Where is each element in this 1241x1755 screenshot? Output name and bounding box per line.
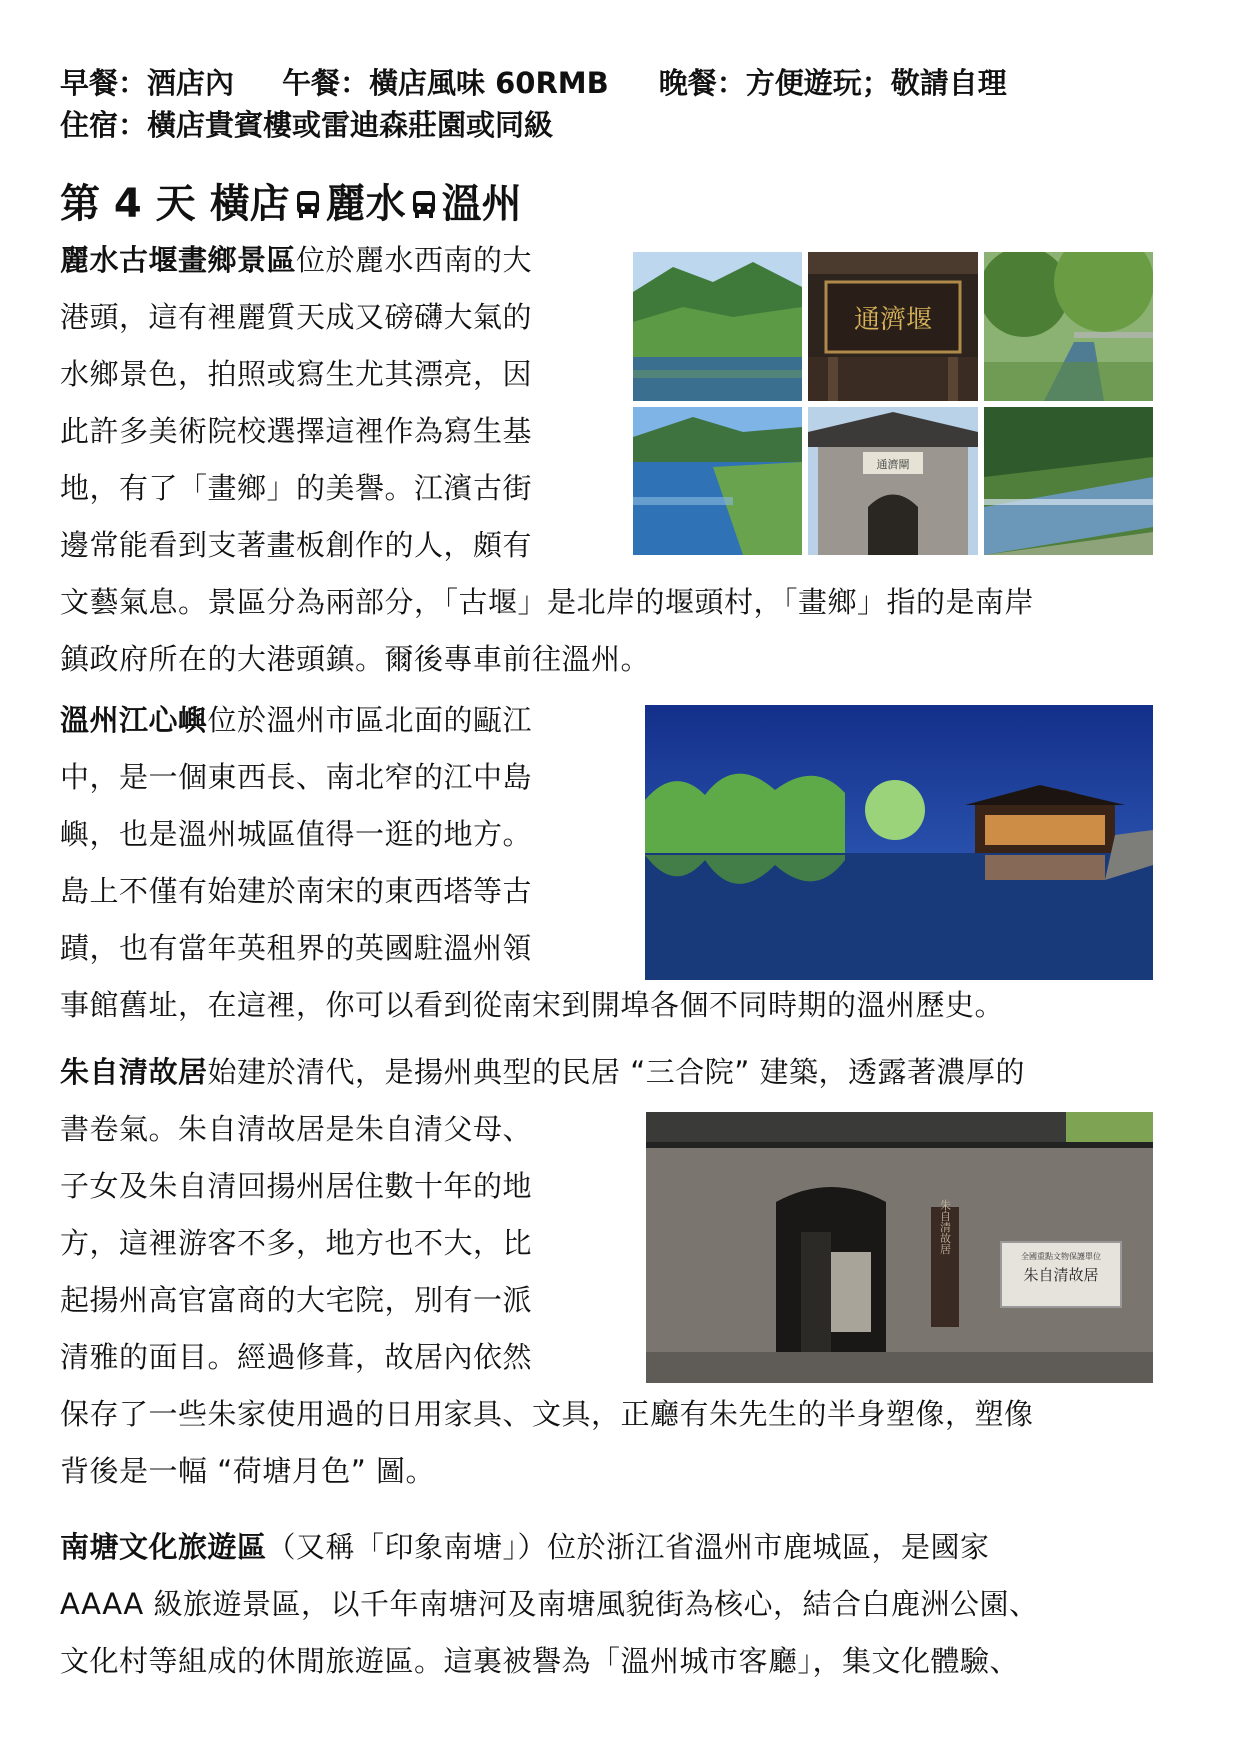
text-line: 港頭，這有裡麗質天成又磅礴大氣的 [60, 300, 533, 334]
text-fragment: 位於麗水西南的大 [296, 243, 533, 277]
plaque-line-1: 全國重點文物保護單位 [1021, 1252, 1101, 1261]
lishui-photo-stream [984, 407, 1153, 555]
lishui-photo-sign [808, 252, 978, 401]
text-line: 水鄉景色，拍照或寫生尤其漂亮，因 [60, 357, 533, 391]
text-line: 方，這裡游客不多，地方也不大，比 [60, 1226, 533, 1260]
text-fragment: （又稱「印象南塘」）位於浙江省溫州市鹿城區，是國家 [266, 1530, 990, 1564]
text-line: 此許多美術院校選擇這裡作為寫生基 [60, 414, 533, 448]
gate-plaque-text: 通濟閘 [876, 458, 910, 471]
text-line: 子女及朱自清回揚州居住數十年的地 [60, 1169, 533, 1203]
meal-row [60, 62, 1007, 104]
zhu-photo-gate [646, 1112, 1153, 1383]
text-line [60, 1044, 1034, 1101]
lishui-heading: 麗水古堰畫鄉景區 [60, 243, 297, 277]
text-line: 鎮政府所在的大港頭鎮。爾後專車前往溫州。 [60, 642, 651, 676]
text-line: 清雅的面目。經過修葺，故居內依然 [60, 1340, 533, 1374]
text-line: 蹟，也有當年英租界的英國駐溫州領 [60, 931, 533, 965]
text-fragment: 始建於清代，是揚州典型的民居 “三合院” 建築，透露著濃厚的 [207, 1055, 1026, 1089]
day-title [60, 178, 522, 230]
text-line: 事館舊址，在這裡，你可以看到從南宋到開埠各個不同時期的溫州歷史。 [60, 988, 1005, 1022]
text-line: 書卷氣。朱自清故居是朱自清父母、 [60, 1112, 533, 1146]
plaque-line-2: 朱自清故居 [1023, 1266, 1099, 1284]
text-line [60, 1519, 1039, 1576]
lishui-photo-river [633, 407, 802, 555]
text-line: 背後是一幅 “荷塘月色” 圖。 [60, 1454, 435, 1488]
text-line: 文化村等組成的休閒旅遊區。這裏被譽為「溫州城市客廳」，集文化體驗、 [60, 1644, 1020, 1678]
jiangxin-heading: 溫州江心嶼 [60, 703, 208, 737]
day-title-prefix: 第 4 天 橫店 [60, 181, 290, 227]
text-line: 邊常能看到支著畫板創作的人，頗有 [60, 528, 533, 562]
text-line: 地，有了「畫鄉」的美譽。江濱古街 [60, 471, 533, 505]
text-line: 島上不僅有始建於南宋的東西塔等古 [60, 874, 533, 908]
lishui-photo-mountain-lake [633, 252, 802, 401]
zhu-heading: 朱自清故居 [60, 1055, 208, 1089]
day-stop-lishui: 麗水 [325, 181, 406, 227]
lishui-photo-trees-bridge [984, 252, 1153, 401]
meal-info [60, 62, 1007, 146]
day-stop-wenzhou: 溫州 [441, 181, 522, 227]
jiangxin-photo-night-lake [645, 705, 1153, 980]
text-line: 嶼，也是溫州城區值得一逛的地方。 [60, 817, 533, 851]
lunch-text: 午餐：橫店風味 60RMB [282, 66, 609, 100]
lishui-photo-gate [808, 407, 978, 555]
text-line: 文藝氣息。景區分為兩部分，「古堰」是北岸的堰頭村，「畫鄉」指的是南岸 [60, 585, 1035, 619]
lodging-row [60, 104, 1007, 146]
text-line: 保存了一些朱家使用過的日用家具、文具，正廳有朱先生的半身塑像，塑像 [60, 1397, 1034, 1431]
breakfast-text: 早餐：酒店內 [60, 66, 235, 100]
text-fragment: 位於溫州市區北面的甌江 [207, 703, 533, 737]
lodging-text: 住宿：橫店貴賓樓或雷迪森莊園或同級 [60, 108, 554, 142]
nantang-heading: 南塘文化旅遊區 [60, 1530, 267, 1564]
zhu-vertical-sign: 朱自清故居 [938, 1199, 952, 1255]
bus-icon [410, 189, 438, 219]
text-line: AAAA 級旅遊景區，以千年南塘河及南塘風貌街為核心，結合白鹿洲公園、 [60, 1587, 1039, 1621]
dinner-text: 晚餐：方便遊玩；敬請自理 [658, 66, 1007, 100]
bus-icon [294, 189, 322, 219]
nantang-section [60, 1519, 1039, 1690]
text-line: 起揚州高官富商的大宅院，別有一派 [60, 1283, 533, 1317]
sign-text: 通濟堰 [853, 305, 933, 335]
text-line: 中，是一個東西長、南北窄的江中島 [60, 760, 533, 794]
